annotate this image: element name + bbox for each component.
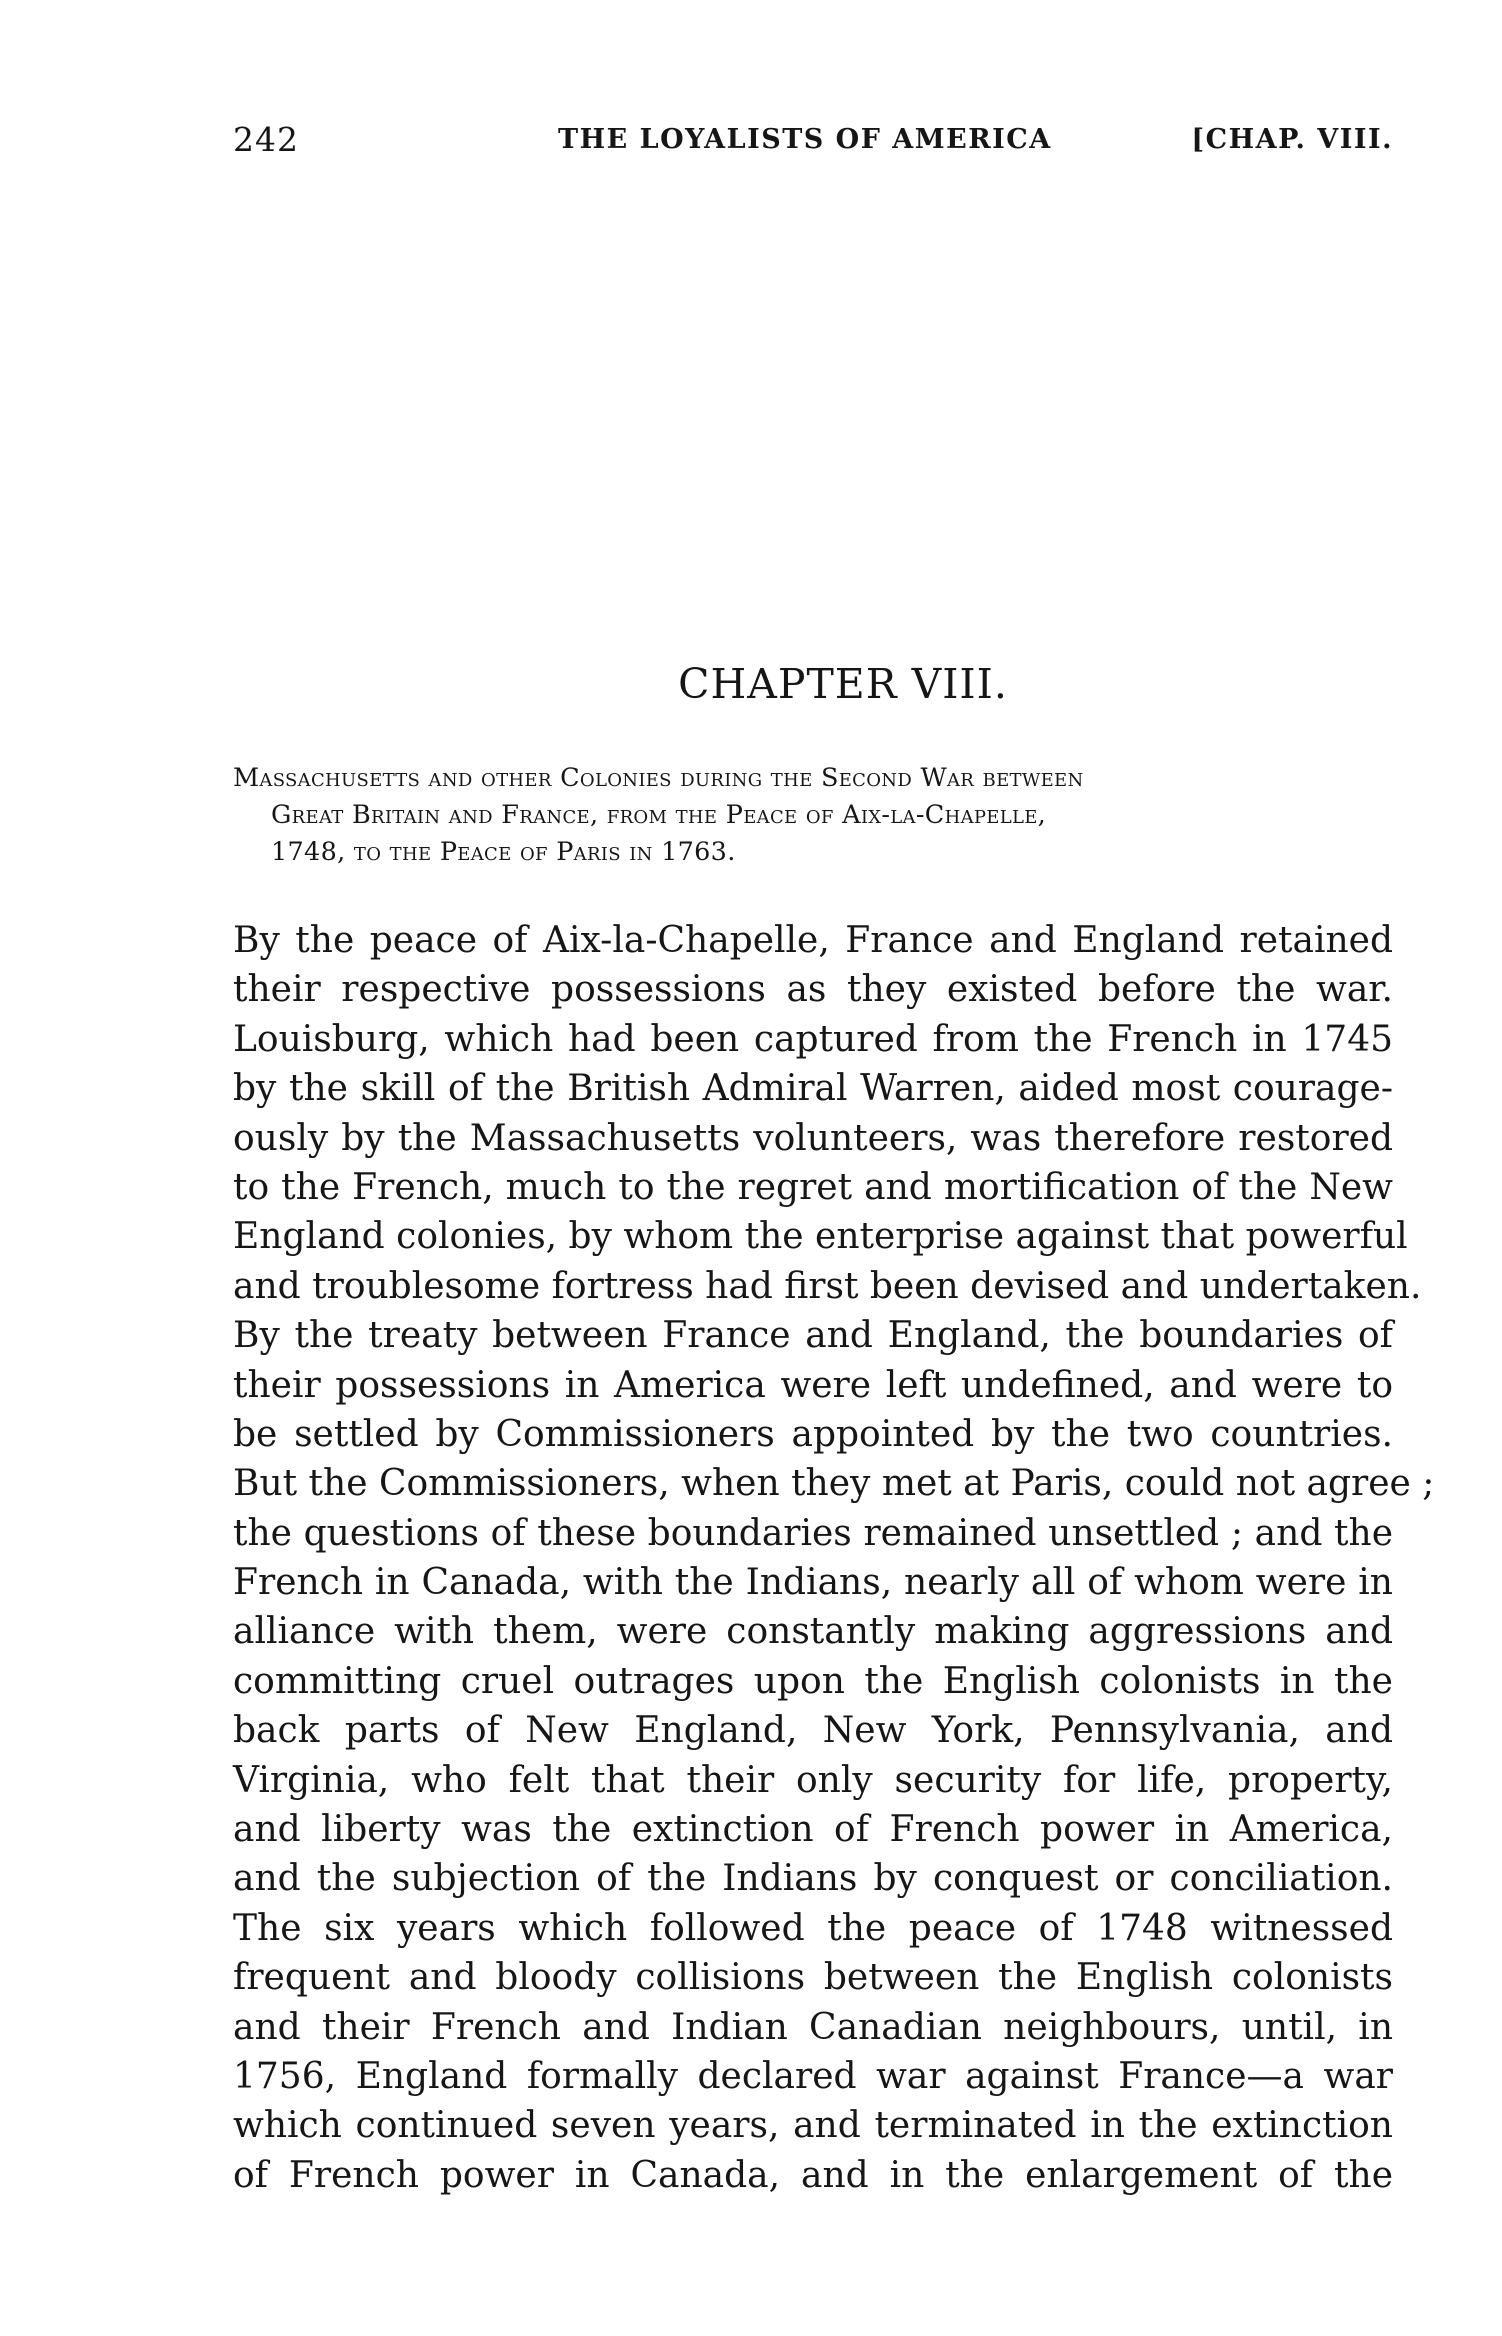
- text-line: Louisburg, which had been captured from the French in 1745: [233, 1018, 1393, 1060]
- text-line: ously by the Massachusetts volunteers, was therefore restored: [233, 1117, 1393, 1159]
- chapter-heading: CHAPTER VIII.: [678, 660, 1008, 708]
- text-line: by the skill of the British Admiral Warren, aided most courage-: [233, 1068, 1393, 1110]
- text-line: be settled by Commissioners appointed by the two countries.: [233, 1413, 1393, 1455]
- text-line: alliance with them, were constantly making aggressions and: [233, 1611, 1393, 1653]
- text-line: By the treaty between France and England, the boundaries of: [233, 1315, 1393, 1357]
- body-paragraph: [233, 916, 1435, 2200]
- running-title: THE LOYALISTS OF AMERICA: [558, 124, 1052, 155]
- text-line: frequent and bloody collisions between the English colonists: [233, 1957, 1393, 1999]
- text-line: their respective possessions as they existed before the war.: [233, 969, 1393, 1011]
- text-line: and liberty was the extinction of French power in America,: [233, 1809, 1393, 1851]
- text-line: Virginia, who felt that their only security for life, property,: [233, 1759, 1393, 1801]
- text-line: But the Commissioners, when they met at Paris, could not agree ;: [233, 1463, 1435, 1505]
- text-line: 1756, England formally declared war against France—a war: [233, 2055, 1393, 2097]
- text-line: and their French and Indian Canadian neighbours, until, in: [233, 2006, 1393, 2048]
- text-line: and troublesome fortress had first been devised and undertaken.: [233, 1265, 1422, 1307]
- text-line: The six years which followed the peace of 1748 witnessed: [233, 1907, 1393, 1949]
- text-line: their possessions in America were left undefined, and were to: [233, 1364, 1393, 1406]
- summary-line: Massachusetts and other Colonies during the Second War between: [233, 763, 1084, 793]
- running-head: [233, 116, 1393, 164]
- text-line: the questions of these boundaries remained unsettled ; and the: [233, 1512, 1393, 1554]
- chapter-summary: [233, 760, 1393, 871]
- summary-line: 1748, to the Peace of Paris in 1763.: [271, 837, 736, 867]
- text-line: committing cruel outrages upon the English colonists in the: [233, 1660, 1393, 1702]
- text-line: and the subjection of the Indians by conquest or conciliation.: [233, 1858, 1393, 1900]
- page-number: 242: [233, 120, 299, 159]
- text-line: French in Canada, with the Indians, nearly all of whom were in: [233, 1562, 1393, 1604]
- text-line: to the French, much to the regret and mortification of the New: [233, 1166, 1393, 1208]
- text-line: By the peace of Aix-la-Chapelle, France and England retained: [233, 920, 1393, 961]
- running-chapter-ref: [CHAP. VIII.: [1191, 124, 1393, 155]
- text-line: which continued seven years, and terminated in the extinction: [233, 2105, 1393, 2147]
- text-line: back parts of New England, New York, Pennsylvania, and: [233, 1710, 1393, 1752]
- text-line: of French power in Canada, and in the enlargement of the: [233, 2154, 1393, 2196]
- summary-line: Great Britain and France, from the Peace of Aix-la-Chapelle,: [271, 800, 1047, 830]
- text-line: England colonies, by whom the enterprise against that powerful: [233, 1216, 1408, 1258]
